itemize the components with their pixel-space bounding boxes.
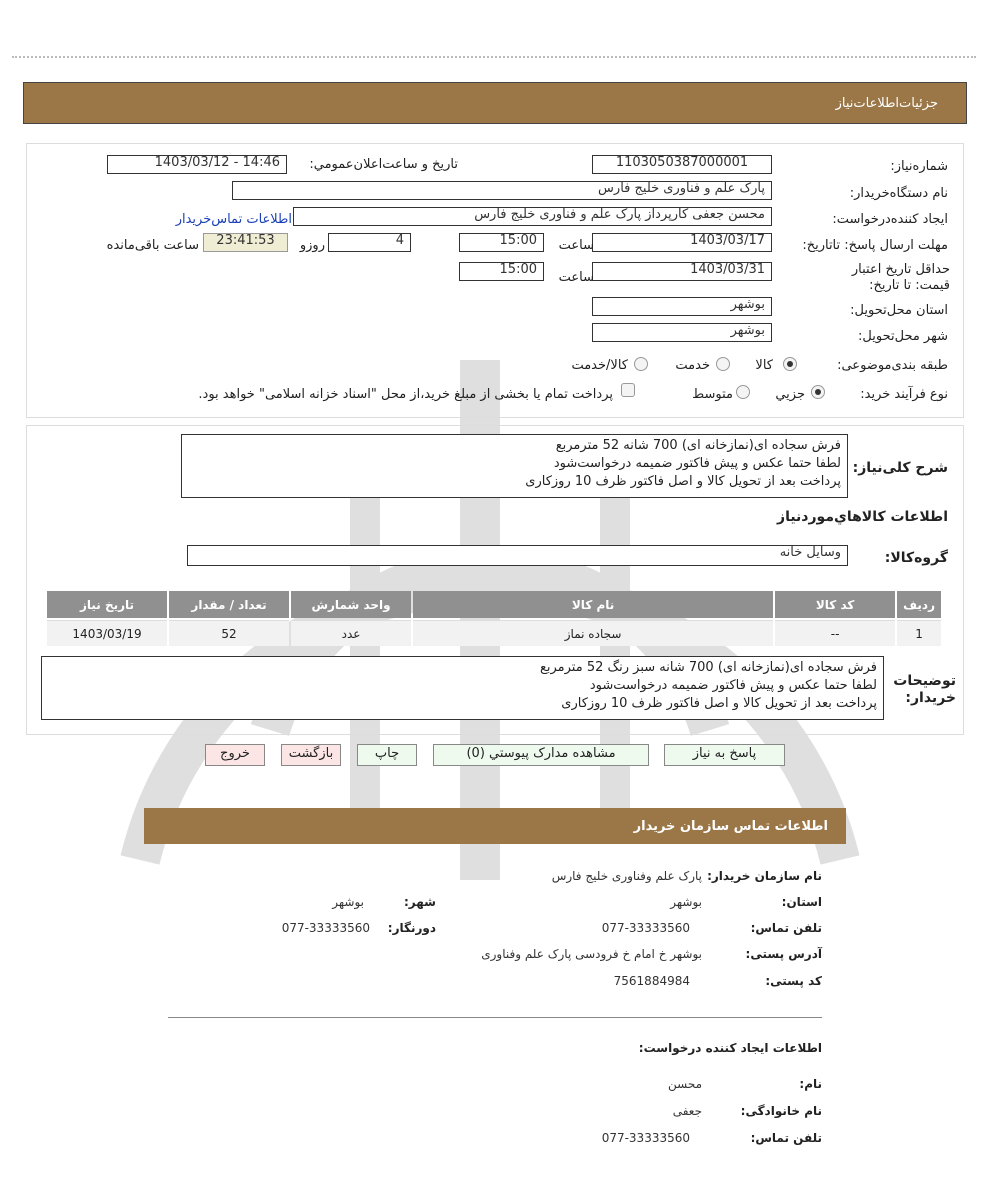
deadline-label: مهلت ارسال پاسخ: تاتاریخ: <box>802 238 948 253</box>
purchase-type-option-medium: متوسط <box>692 387 733 402</box>
goods-section-title: اطلاعات کالاهاي‌موردنیاز <box>777 509 948 525</box>
summary-label: شرح کلی‌نیاز: <box>852 460 948 476</box>
creator-name-value: محسن <box>667 1077 702 1091</box>
cell-need-date: 1403/03/19 <box>47 620 167 646</box>
goods-group-label: گروه‌کالا: <box>884 550 948 566</box>
col-row-number: ردیف <box>897 591 941 618</box>
announce-datetime-label: تاریخ و ساعت‌اعلان‌عمومي: <box>309 157 458 172</box>
category-radio-service[interactable] <box>716 357 730 371</box>
col-need-date: تاریخ نیاز <box>47 591 167 618</box>
category-radio-goods-service[interactable] <box>634 357 648 371</box>
deadline-time-field: 15:00 <box>459 233 544 252</box>
contact-header <box>144 808 846 844</box>
buyer-org-field: پارک علم و فناوری خلیج فارس <box>232 181 772 200</box>
province-field: بوشهر <box>592 297 772 316</box>
buyer-notes-line-1: فرش سجاده ای(نمازخانه ای) 700 شانه سبز رنگ 52 مترمربع <box>539 660 877 675</box>
creator-name-label: نام: <box>799 1077 822 1091</box>
remaining-time-label: ساعت باقی‌مانده <box>106 238 199 253</box>
contact-header-title: اطلاعات تماس سازمان خریدار <box>633 818 828 834</box>
cell-row-number: 1 <box>897 620 941 646</box>
need-number-label: شماره‌نیاز: <box>890 159 948 174</box>
province-label: استان محل‌تحویل: <box>850 303 948 318</box>
price-validity-time-label: ساعت <box>558 270 594 285</box>
deadline-days-field: 4 <box>328 233 411 252</box>
need-number-field: 1103050387000001 <box>592 155 772 174</box>
creator-family-value: جعفی <box>672 1104 702 1118</box>
contact-address-label: آدرس پستی: <box>745 947 822 961</box>
col-item-name: نام کالا <box>413 591 773 618</box>
purchase-type-label: نوع فرآیند خرید: <box>860 387 948 402</box>
treasury-payment-checkbox[interactable] <box>621 383 635 397</box>
buyer-notes-textbox <box>41 656 884 720</box>
contact-org-label: نام سازمان خریدار: <box>707 869 822 883</box>
deadline-date-field: 1403/03/17 <box>592 233 772 252</box>
price-validity-label: حداقل تاریخ اعتبار قیمت: تا تاریخ: <box>851 262 950 293</box>
reply-button[interactable]: پاسخ به نیاز <box>664 744 785 766</box>
creator-section-title: اطلاعات ایجاد کننده درخواست: <box>638 1041 822 1055</box>
buyer-org-label: نام دستگاه‌خریدار: <box>849 186 948 201</box>
contact-phone-label: تلفن تماس: <box>750 921 822 935</box>
cell-item-code: -- <box>775 620 895 646</box>
print-button[interactable]: چاپ <box>357 744 417 766</box>
category-option-goods: کالا <box>755 358 773 373</box>
price-validity-date-field: 1403/03/31 <box>592 262 772 281</box>
announce-datetime-field: 1403/03/12 - 14:46 <box>107 155 287 174</box>
category-option-service: خدمت <box>675 358 710 373</box>
back-button[interactable]: بازگشت <box>281 744 341 766</box>
summary-line-1: فرش سجاده ای(نمازخانه ای) 700 شانه 52 مترمربع <box>555 438 841 453</box>
col-quantity: تعداد / مقدار <box>169 591 289 618</box>
cell-item-name: سجاده نماز <box>413 620 773 646</box>
requester-label: ایجاد کننده‌درخواست: <box>832 212 948 227</box>
price-validity-time-field: 15:00 <box>459 262 544 281</box>
creator-phone-label: تلفن تماس: <box>750 1131 822 1145</box>
goods-table-header <box>47 591 941 618</box>
treasury-payment-note: پرداخت تمام یا بخشی از مبلغ خرید،از محل "اسناد خزانه اسلامی" خواهد بود. <box>198 387 613 402</box>
contact-address-value: بوشهر خ امام خ فرودسی پارک علم وفناوری <box>481 947 702 961</box>
city-field: بوشهر <box>592 323 772 342</box>
col-item-code: کد کالا <box>775 591 895 618</box>
contact-province-value: بوشهر <box>670 895 702 909</box>
contact-phone-value: 077-33333560 <box>601 921 690 935</box>
goods-group-field: وسایل خانه <box>187 545 848 566</box>
buyer-notes-label: توضیحات خریدار: <box>893 673 956 706</box>
contact-city-label: شهر: <box>404 895 436 909</box>
buyer-notes-line-3: پرداخت بعد از تحویل کالا و اصل فاکتور ظرف 10 روزکاری <box>561 696 877 711</box>
contact-postal-value: 7561884984 <box>613 974 690 988</box>
contact-province-label: استان: <box>781 895 822 909</box>
buyer-notes-line-2: لطفا حتما عکس و پیش فاکتور ضمیمه درخواست‌شود <box>589 678 877 693</box>
contact-org-value: پارک علم وفناوری خلیج فارس <box>551 869 702 883</box>
contact-city-value: بوشهر <box>332 895 364 909</box>
contact-fax-value: 077-33333560 <box>281 921 370 935</box>
remaining-time-field: 23:41:53 <box>203 233 288 252</box>
creator-family-label: نام خانوادگی: <box>740 1104 822 1118</box>
col-unit: واحد شمارش <box>291 591 411 618</box>
cell-quantity: 52 <box>169 620 289 646</box>
contact-divider <box>168 1017 822 1018</box>
purchase-type-option-minor: جزیي <box>775 387 805 402</box>
category-option-goods-service: کالا/خدمت <box>571 358 628 373</box>
table-row <box>47 620 941 646</box>
exit-button[interactable]: خروج <box>205 744 265 766</box>
summary-textbox <box>181 434 848 498</box>
summary-line-2: لطفا حتما عکس و پیش فاکتور ضمیمه درخواست‌شود <box>553 456 841 471</box>
top-dotted-divider <box>12 56 976 58</box>
page-header-title: جزئیات‌اطلاعات‌نیاز <box>835 95 938 111</box>
attachments-button[interactable]: مشاهده مدارک پیوستي (0) <box>433 744 649 766</box>
purchase-type-radio-medium[interactable] <box>736 385 750 399</box>
goods-table <box>45 589 943 648</box>
cell-unit: عدد <box>291 620 411 646</box>
buyer-contact-link[interactable]: اطلاعات تماس‌خریدار <box>175 212 292 227</box>
category-radio-goods[interactable] <box>783 357 797 371</box>
page-header <box>23 82 967 124</box>
deadline-days-label: روزو <box>299 238 325 253</box>
summary-line-3: پرداخت بعد از تحویل کالا و اصل فاکتور ظرف 10 روزکاری <box>525 474 841 489</box>
city-label: شهر محل‌تحویل: <box>858 329 948 344</box>
requester-field: محسن جعفی کارپرداز پارک علم و فناوری خلیج فارس <box>293 207 772 226</box>
creator-phone-value: 077-33333560 <box>601 1131 690 1145</box>
purchase-type-radio-minor[interactable] <box>811 385 825 399</box>
contact-postal-label: کد پستی: <box>765 974 822 988</box>
deadline-time-label: ساعت <box>558 238 594 253</box>
category-label: طبقه بندی‌موضوعی: <box>837 358 948 373</box>
contact-fax-label: دورنگار: <box>387 921 436 935</box>
